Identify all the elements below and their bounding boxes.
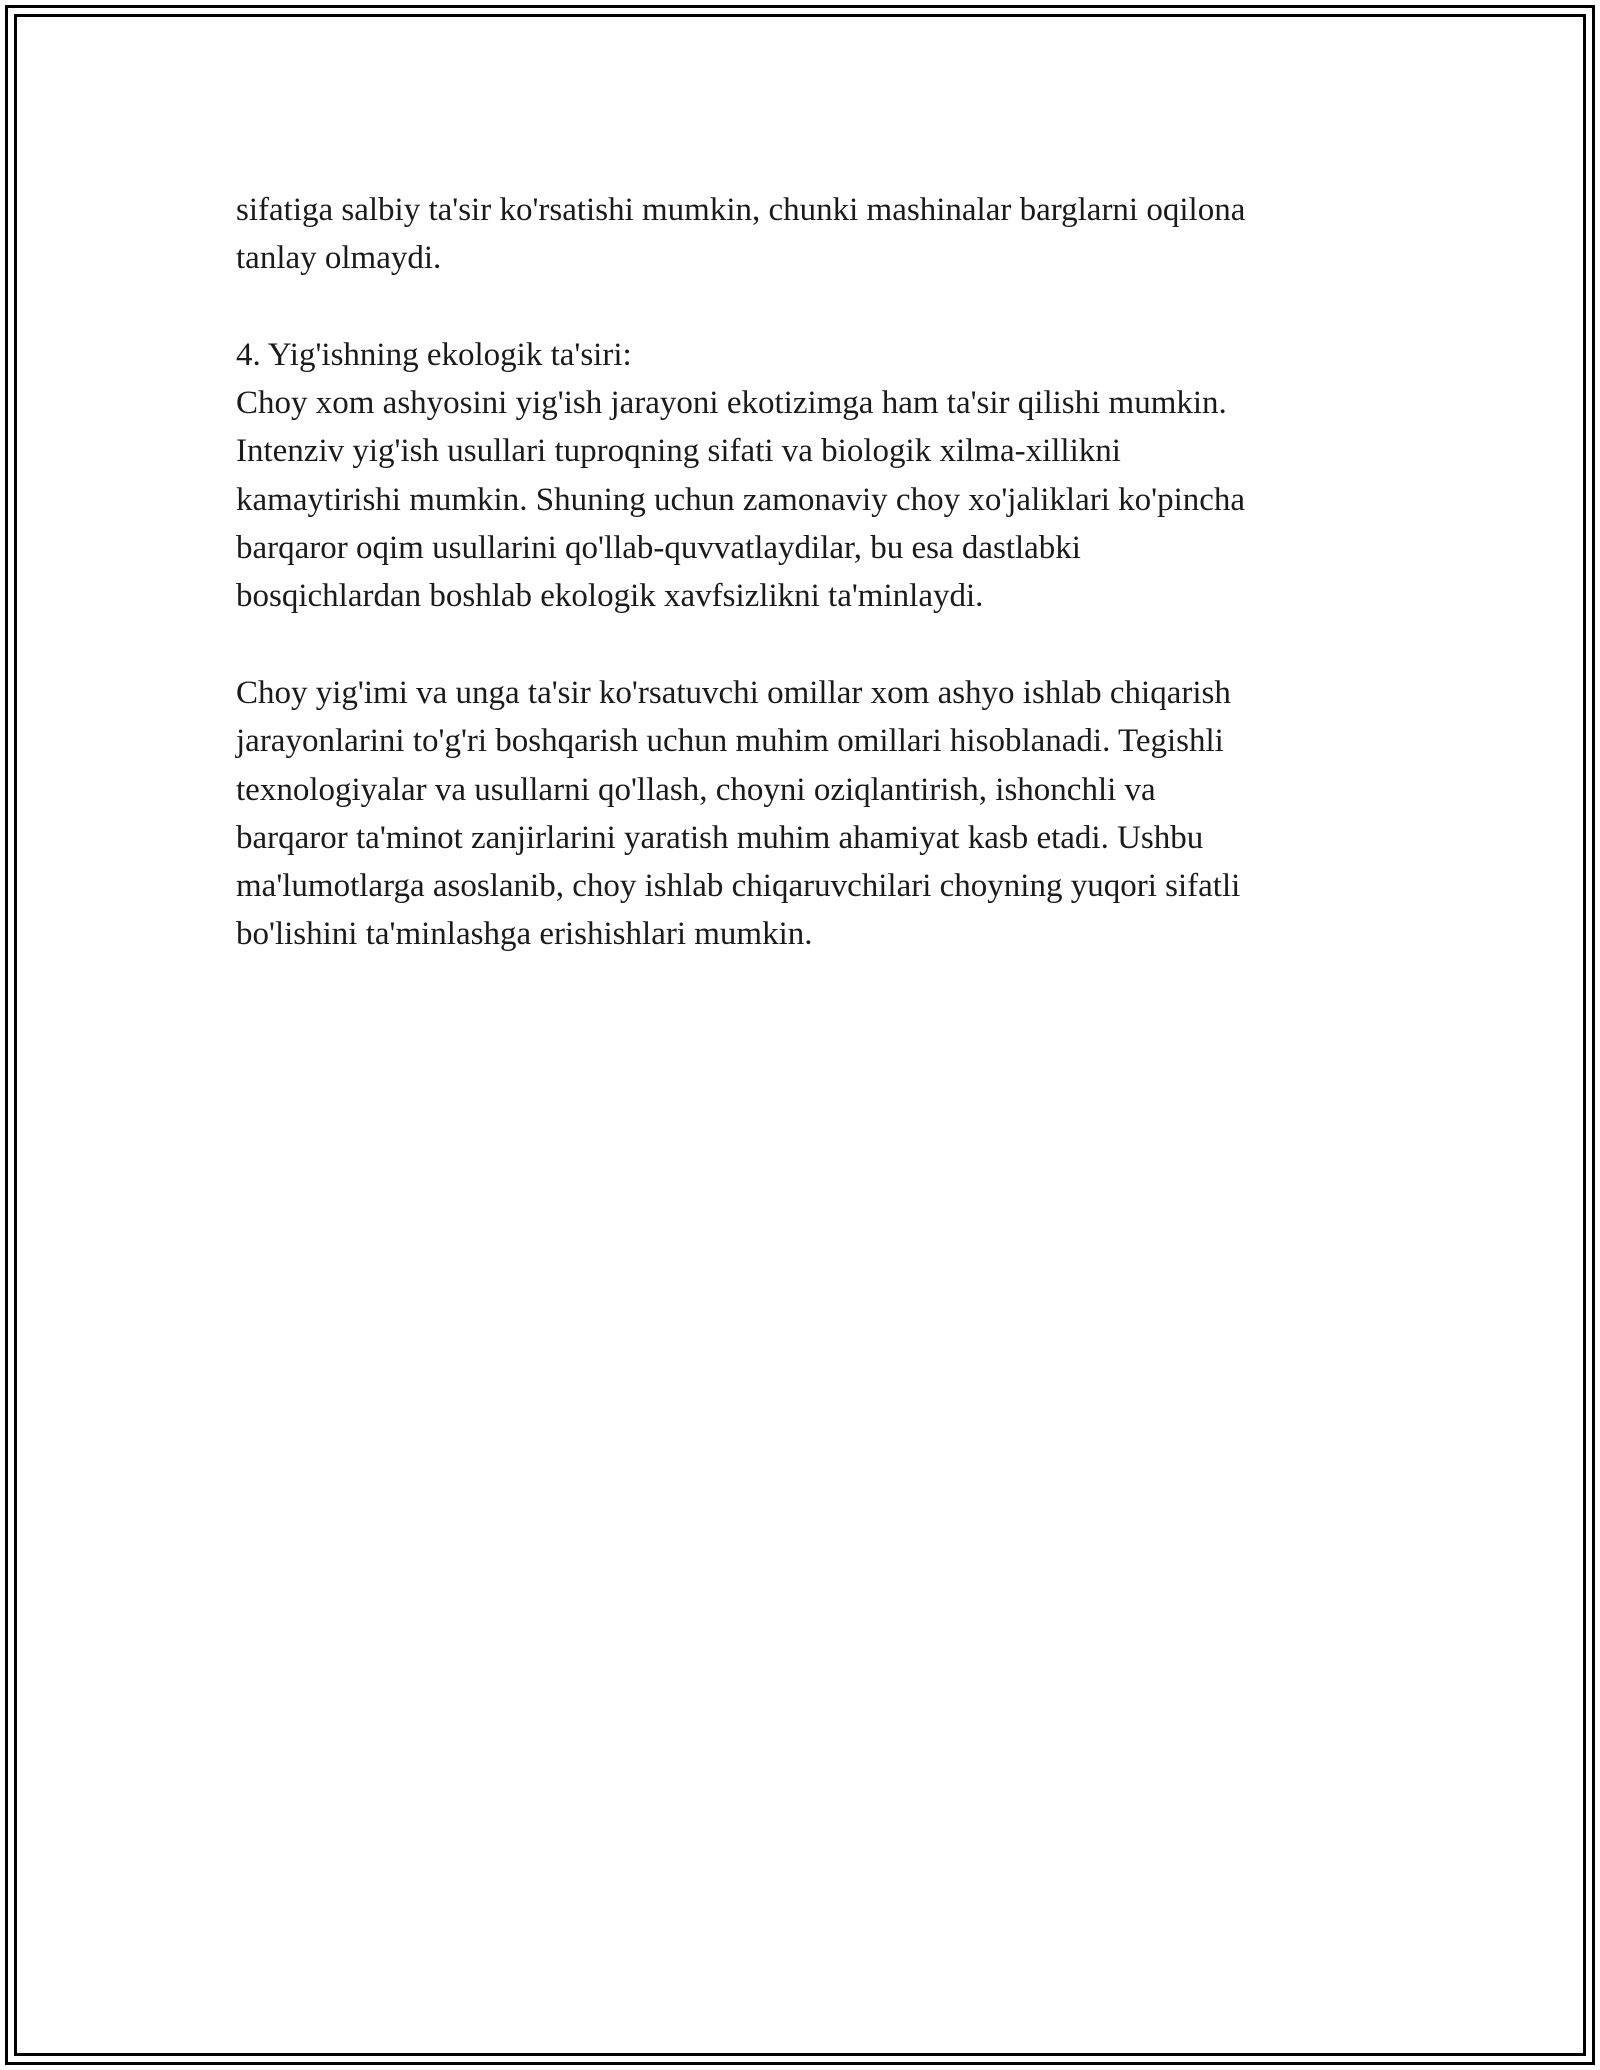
paragraph-gap <box>236 621 1376 669</box>
text-line: bosqichlardan boshlab ekologik xavfsizlikni ta'minlaydi. <box>236 578 984 615</box>
text-line: texnologiyalar va usullarni qo'llash, choyni oziqlantirish, ishonchli va <box>236 771 1156 808</box>
text-line: kamaytirishi mumkin. Shuning uchun zamonaviy choy xo'jaliklari ko'pincha <box>236 481 1246 518</box>
text-line: Choy yig'imi va unga ta'sir ko'rsatuvchi omillar xom ashyo ishlab chiqarish <box>236 674 1231 711</box>
text-line: Choy xom ashyosini yig'ish jarayoni ekotizimga ham ta'sir qilishi mumkin. <box>236 385 1227 422</box>
text-line: barqaror ta'minot zanjirlarini yaratish muhim ahamiyat kasb etadi. Ushbu <box>236 819 1204 856</box>
section-ecological-impact <box>236 331 1376 621</box>
paragraph-continuation <box>236 186 1376 283</box>
paragraph-conclusion <box>236 669 1376 959</box>
text-line: sifatiga salbiy ta'sir ko'rsatishi mumkin, chunki mashinalar barglarni oqilona <box>236 192 1246 228</box>
text-line: Intenziv yig'ish usullari tuproqning sifati va biologik xilma-xillikni <box>236 433 1121 470</box>
paragraph-gap <box>236 283 1376 331</box>
text-line: jarayonlarini to'g'ri boshqarish uchun muhim omillari hisoblanadi. Tegishli <box>236 723 1224 760</box>
text-line: tanlay olmaydi. <box>236 240 442 277</box>
text-line: bo'lishini ta'minlashga erishishlari mumkin. <box>236 916 813 953</box>
document-body <box>236 186 1376 959</box>
text-line: barqaror oqim usullarini qo'llab-quvvatlaydilar, bu esa dastlabki <box>236 530 1081 567</box>
section-heading: 4. Yig'ishning ekologik ta'siri: <box>236 336 632 373</box>
text-line: ma'lumotlarga asoslanib, choy ishlab chiqaruvchilari choyning yuqori sifatli <box>236 868 1241 905</box>
